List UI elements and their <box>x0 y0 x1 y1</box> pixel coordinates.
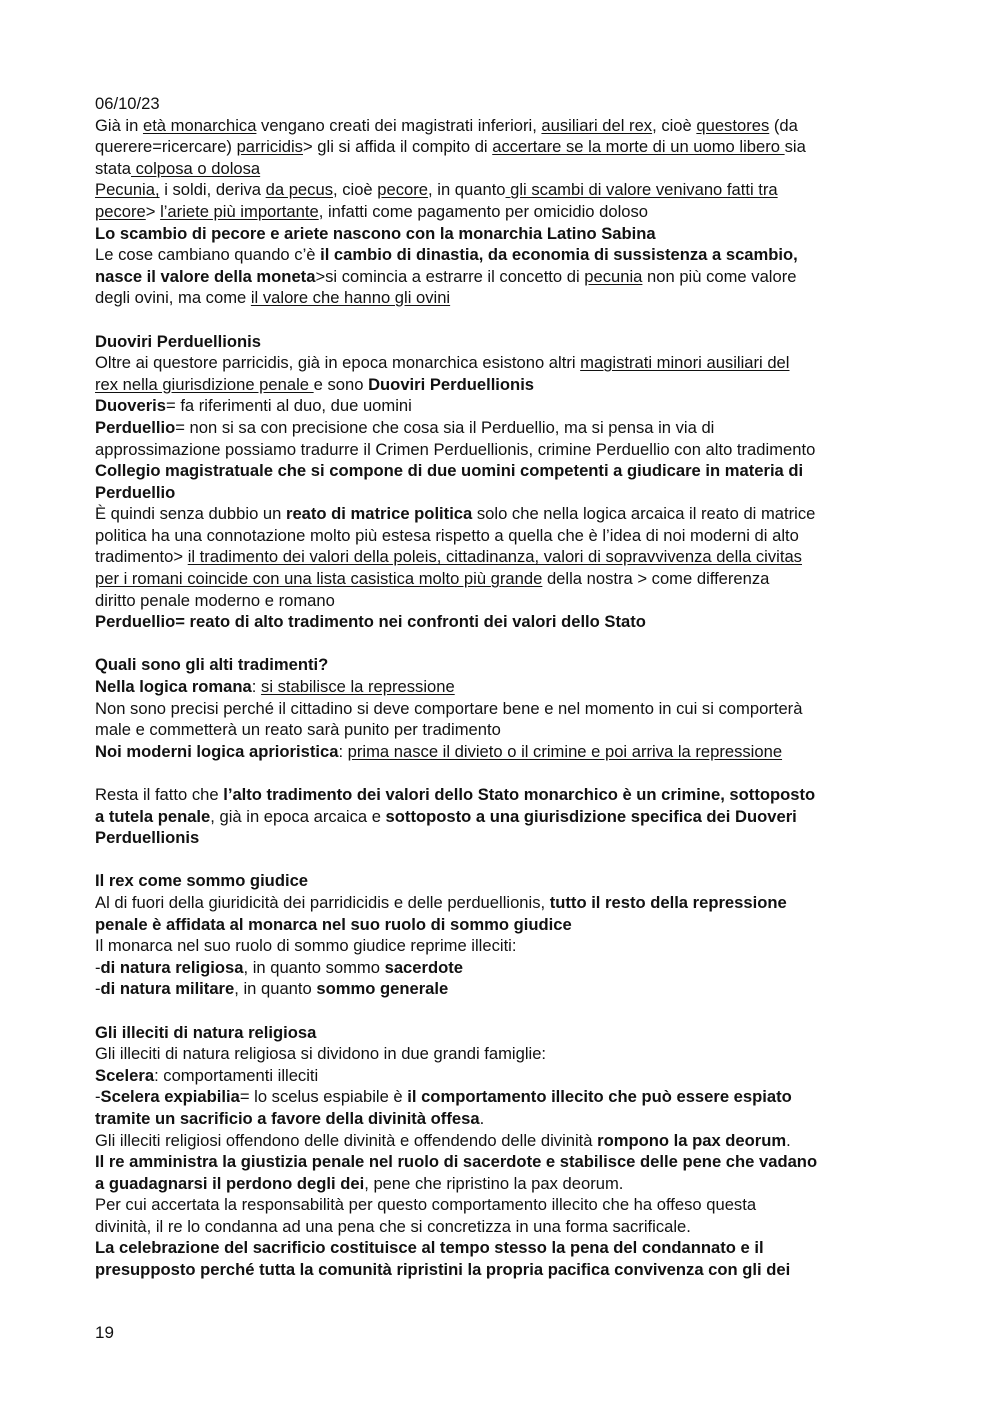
underlined-run: magistrati minori ausiliari del <box>580 353 790 373</box>
text-run: della nostra > come differenza <box>542 569 770 589</box>
underlined-run: il tradimento dei valori della poleis, cittadinanza, valori di sopravvivenza della civitas <box>187 547 802 567</box>
underlined-run: accertare se la morte di un uomo libero <box>492 137 785 157</box>
text-line <box>95 1086 915 1108</box>
underlined-run: parricidis <box>236 137 303 157</box>
text-line <box>95 201 915 223</box>
text-run: . <box>786 1130 791 1150</box>
bold-run: reato di matrice politica <box>285 504 473 524</box>
bold-run: Noi moderni logica aprioristica <box>95 741 339 761</box>
bold-run: il cambio di dinastia, da economia di sussistenza a scambio, <box>320 245 798 265</box>
bold-run: l’alto tradimento dei valori dello Stato monarchico è un crimine, sottoposto <box>223 785 816 804</box>
bold-run: a guadagnarsi il perdono degli dei <box>95 1173 365 1193</box>
text-run: È quindi senza dubbio un <box>95 504 286 524</box>
underlined-run: rex nella giurisdizione penale <box>95 374 314 394</box>
text-line <box>95 482 915 504</box>
text-line <box>95 525 915 547</box>
text-line <box>95 611 915 633</box>
text-run: - <box>95 1087 101 1107</box>
text-line <box>95 417 915 439</box>
text-line <box>95 1022 915 1044</box>
bold-run: Duoviri Perduellionis <box>95 331 261 351</box>
text-line <box>95 892 915 914</box>
text-run: approssimazione possiamo tradurre il Crimen Perduellionis, crimine Perduellio con alto tradimento <box>95 439 816 459</box>
bold-run: Perduellio <box>95 417 176 437</box>
text-run: (da <box>769 115 798 135</box>
text-line <box>95 1108 915 1130</box>
text-run: sia <box>784 137 806 157</box>
text-run: degli ovini, ma come <box>95 288 251 308</box>
text-run: vengano creati dei magistrati inferiori, <box>256 115 542 135</box>
text-run: divinità, il re lo condanna ad una pena che si concretizza in una forma sacrificale. <box>95 1216 691 1236</box>
underlined-run: pecore <box>95 201 146 221</box>
text-line <box>95 374 915 396</box>
document-body <box>95 93 915 1281</box>
bold-run: Perduellio= reato di alto tradimento nei confronti dei valori dello Stato <box>95 612 646 632</box>
text-run: i soldi, deriva <box>159 180 266 200</box>
text-run: Per cui accertata la responsabilità per questo comportamento illecito che ha offeso questa <box>95 1195 757 1215</box>
text-line <box>95 870 915 892</box>
text-line <box>95 784 915 806</box>
text-line <box>95 1216 915 1238</box>
text-line <box>95 914 915 936</box>
text-run: > gli si affida il compito di <box>302 137 493 157</box>
text-run: = lo scelus espiabile è <box>239 1087 408 1107</box>
text-run: Già in <box>95 115 143 135</box>
bold-run: La celebrazione del sacrificio costituisce al tempo stesso la pena del condannato e il <box>95 1238 764 1258</box>
text-run: , pene che ripristino la pax deorum. <box>364 1173 624 1193</box>
blank-line <box>95 309 915 331</box>
text-line <box>95 957 915 979</box>
text-line <box>95 1194 915 1216</box>
text-line <box>95 460 915 482</box>
underlined-run: ausiliari del rex <box>541 115 653 135</box>
text-line <box>95 590 915 612</box>
bold-run: di natura militare <box>100 979 235 999</box>
text-run: solo che nella logica arcaica il reato di matrice <box>472 504 816 524</box>
bold-run: tramite un sacrificio a favore della divinità offesa <box>95 1108 480 1128</box>
bold-run: Perduellionis <box>95 828 200 848</box>
bold-run: Scelera expiabilia <box>100 1087 240 1107</box>
bold-run: sottoposto a una giurisdizione specifica dei Duoveri <box>385 806 797 826</box>
text-run: male e commetterà un reato sarà punito per tradimento <box>95 720 501 740</box>
text-line <box>95 244 915 266</box>
text-run: stata <box>95 158 131 178</box>
bold-run: nasce il valore della moneta <box>95 266 316 286</box>
text-run: > <box>145 201 161 221</box>
text-run: Gli illeciti di natura religiosa si dividono in due grandi famiglie: <box>95 1044 547 1064</box>
text-run: Non sono precisi perché il cittadino si deve comportare bene e nel momento in cui si comporterà <box>95 698 803 718</box>
text-line <box>95 1173 915 1195</box>
bold-run: Duoviri Perduellionis <box>368 374 535 394</box>
bold-run: Quali sono gli alti tradimenti? <box>95 655 329 675</box>
text-line <box>95 136 915 158</box>
text-line <box>95 1237 915 1259</box>
text-line <box>95 266 915 288</box>
text-run: Resta il fatto che <box>95 785 224 804</box>
bold-run: Lo scambio di pecore e ariete nascono con la monarchia Latino Sabina <box>95 223 656 243</box>
underlined-run: pecunia <box>584 266 643 286</box>
underlined-run: il valore che hanno gli ovini <box>250 288 451 308</box>
text-line <box>95 1043 915 1065</box>
text-run: querere=ricercare) <box>95 137 237 157</box>
text-block <box>95 115 915 1281</box>
text-run: : comportamenti illeciti <box>154 1065 319 1085</box>
text-line <box>95 395 915 417</box>
bold-run: di natura religiosa <box>100 957 244 977</box>
bold-run: Scelera <box>95 1065 155 1085</box>
underlined-run: prima nasce il divieto o il crimine e poi arriva la repressione <box>347 741 783 761</box>
text-run: Le cose cambiano quando c’è <box>95 245 321 265</box>
bold-run: a tutela penale <box>95 806 211 826</box>
text-line <box>95 179 915 201</box>
text-run: , cioè <box>333 180 378 200</box>
bold-run: Perduellio <box>95 482 176 502</box>
text-run: , cioè <box>652 115 697 135</box>
text-run: , in quanto <box>428 180 506 200</box>
text-run: diritto penale moderno e romano <box>95 590 335 610</box>
text-line <box>95 806 915 828</box>
text-run: tradimento> <box>95 547 188 567</box>
underlined-run: si stabilisce la repressione <box>261 677 455 697</box>
text-run: , in quanto sommo <box>243 957 385 977</box>
text-line <box>95 719 915 741</box>
text-run: Gli illeciti religiosi offendono delle divinità e offendendo delle divinità <box>95 1130 598 1150</box>
text-line <box>95 741 915 763</box>
text-run: Oltre ai questore parricidis, già in epoca monarchica esistono altri <box>95 353 581 373</box>
text-run: Al di fuori della giuridicità dei parridicidis e delle perduellionis, <box>95 892 550 912</box>
text-line <box>95 503 915 525</box>
text-line <box>95 331 915 353</box>
bold-run: Nella logica romana <box>95 677 252 697</box>
bold-run: sommo generale <box>316 979 449 999</box>
text-run: e sono <box>313 374 369 394</box>
blank-line <box>95 1000 915 1022</box>
text-line <box>95 546 915 568</box>
text-run: , infatti come pagamento per omicidio doloso <box>318 201 649 221</box>
page-number: 19 <box>95 1323 114 1342</box>
text-run: - <box>95 979 101 999</box>
bold-run: il comportamento illecito che può essere espiato <box>407 1087 792 1107</box>
underlined-run: da pecus <box>265 180 333 200</box>
text-line <box>95 978 915 1000</box>
text-line <box>95 1259 915 1281</box>
text-line <box>95 654 915 676</box>
bold-run: Duoveris <box>95 396 167 416</box>
underlined-run: questores <box>696 115 770 135</box>
bold-run: presupposto perché tutta la comunità ripristini la propria pacifica convivenza con gli dei <box>95 1260 791 1280</box>
text-run: : <box>338 741 348 761</box>
underlined-run: Pecunia, <box>95 180 160 200</box>
underlined-run: pecore <box>377 180 429 200</box>
text-line <box>95 827 915 849</box>
text-run: : <box>251 677 262 697</box>
underlined-run: età monarchica <box>142 115 257 135</box>
text-run: = non si sa con precisione che cosa sia il Perduellio, ma si pensa in via di <box>175 417 715 437</box>
blank-line <box>95 762 915 784</box>
text-line <box>95 1065 915 1087</box>
underlined-run: l’ariete più importante <box>160 201 319 221</box>
bold-run: Collegio magistratuale che si compone di due uomini competenti a giudicare in materia di <box>95 461 804 481</box>
text-line <box>95 439 915 461</box>
text-line <box>95 287 915 309</box>
text-run: >si comincia a estrarre il concetto di <box>315 266 585 286</box>
bold-run: Gli illeciti di natura religiosa <box>95 1022 317 1042</box>
text-line <box>95 568 915 590</box>
bold-run: rompono la pax deorum <box>597 1130 787 1150</box>
text-line <box>95 1130 915 1152</box>
text-run: = fa riferimenti al duo, due uomini <box>166 396 412 416</box>
underlined-run: colposa o dolosa <box>130 158 261 178</box>
text-run: . <box>479 1108 485 1128</box>
bold-run: Il re amministra la giustizia penale nel ruolo di sacerdote e stabilisce delle pene che vadano <box>95 1152 818 1172</box>
bold-run: sacerdote <box>384 957 463 977</box>
bold-run: Il rex come sommo giudice <box>95 871 309 891</box>
text-run: - <box>95 957 101 977</box>
blank-line <box>95 633 915 655</box>
blank-line <box>95 849 915 871</box>
text-line <box>95 698 915 720</box>
text-line <box>95 223 915 245</box>
text-line <box>95 352 915 374</box>
text-line <box>95 158 915 180</box>
underlined-run: per i romani coincide con una lista casistica molto più grande <box>95 569 543 589</box>
text-run: , in quanto <box>234 979 317 999</box>
text-run: Il monarca nel suo ruolo di sommo giudice reprime illeciti: <box>95 936 517 956</box>
text-line <box>95 935 915 957</box>
bold-run: tutto il resto della repressione <box>549 892 787 912</box>
underlined-run: gli scambi di valore venivano fatti tra <box>505 180 778 200</box>
date-heading: 06/10/23 <box>95 94 160 113</box>
text-line <box>95 1151 915 1173</box>
text-run: non più come valore <box>642 266 797 286</box>
text-line <box>95 676 915 698</box>
text-run: , già in epoca arcaica e <box>210 806 386 826</box>
bold-run: penale è affidata al monarca nel suo ruolo di sommo giudice <box>95 914 572 934</box>
text-run: politica ha una connotazione molto più estesa rispetto a quella che è l’idea di noi moderni di alto <box>95 525 799 545</box>
text-line <box>95 115 915 137</box>
